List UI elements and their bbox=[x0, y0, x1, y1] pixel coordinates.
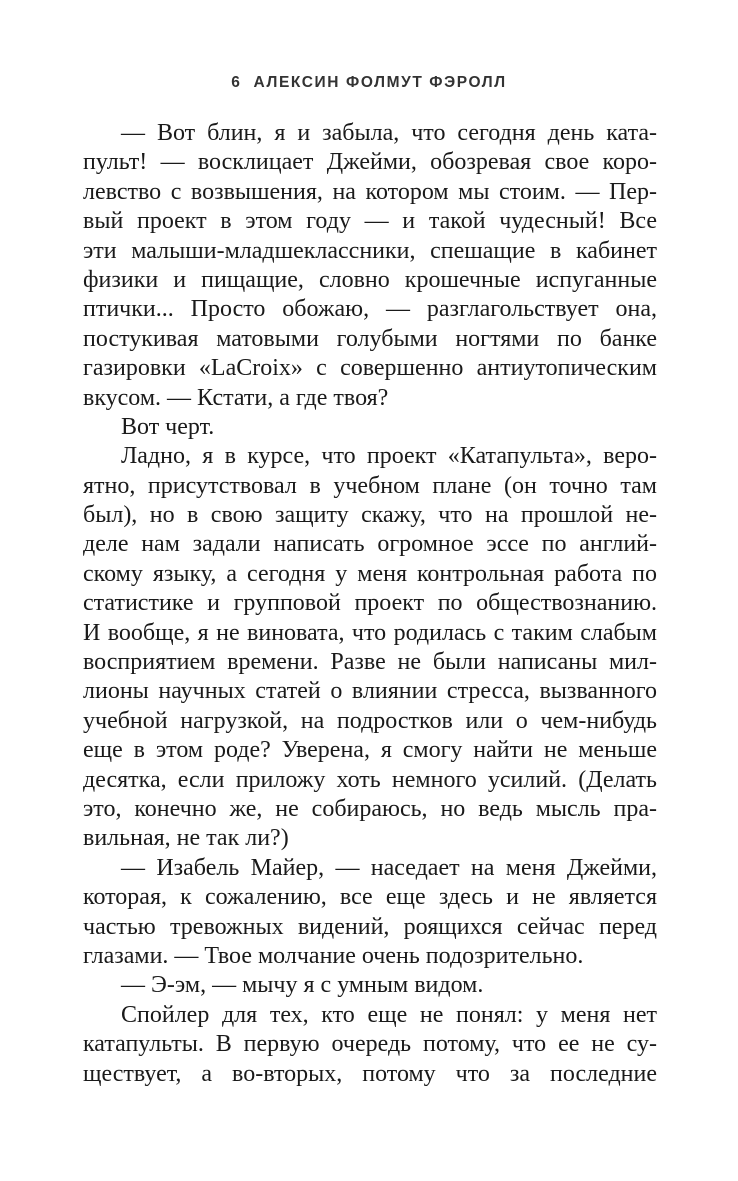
text-line: физики и пищащие, словно крошечные испуганные bbox=[83, 266, 657, 293]
page-number: 6 bbox=[231, 74, 242, 91]
text-line: был), но в свою защиту скажу, что на прошлой не- bbox=[83, 502, 657, 529]
text-line: статистике и групповой проект по обществознанию. bbox=[83, 590, 657, 617]
text-line: учебной нагрузкой, на подростков или о чем-нибудь bbox=[83, 707, 657, 734]
paragraph bbox=[83, 971, 657, 1000]
paragraph bbox=[83, 119, 657, 413]
text-line: катапульты. В первую очередь потому, что ее не су- bbox=[83, 1031, 657, 1058]
text-line: газировки «LaCroix» с совершенно антиутопическим bbox=[83, 355, 657, 382]
text-line: это, конечно же, не собираюсь, но ведь мысль пра- bbox=[83, 795, 657, 822]
running-head bbox=[0, 72, 738, 94]
text-line: вый проект в этом году — и такой чудесный! Все bbox=[83, 208, 657, 235]
text-line: — Изабель Майер, — наседает на меня Джейми, bbox=[121, 854, 657, 881]
text-line: — Э-эм, — мычу я с умным видом. bbox=[121, 972, 484, 999]
text-line: еще в этом роде? Уверена, я смогу найти не меньше bbox=[83, 737, 657, 764]
text-line: скому языку, а сегодня у меня контрольная работа по bbox=[83, 560, 657, 587]
paragraph bbox=[83, 854, 657, 972]
text-line: десятка, если приложу хоть немного усилий. (Делать bbox=[83, 766, 657, 793]
text-line: И вообще, я не виновата, что родилась с таким слабым bbox=[83, 619, 657, 646]
text-line: вильная, не так ли?) bbox=[83, 825, 289, 852]
text-line: эти малыши-младшеклассники, спешащие в кабинет bbox=[83, 237, 657, 264]
text-line: которая, к сожалению, все еще здесь и не является bbox=[83, 884, 657, 911]
text-line: ятно, присутствовал в учебном плане (он точно там bbox=[83, 472, 657, 499]
paragraph bbox=[83, 1001, 657, 1089]
text-line: ществует, а во-вторых, потому что за последние bbox=[83, 1060, 657, 1087]
text-line: Ладно, я в курсе, что проект «Катапульта», веро- bbox=[121, 443, 657, 470]
text-line: птички... Просто обожаю, — разглагольствует она, bbox=[83, 296, 657, 323]
paragraph bbox=[83, 442, 657, 853]
text-line: глазами. — Твое молчание очень подозрительно. bbox=[83, 942, 584, 969]
running-head-authors: АЛЕКСИН ФОЛМУТ ФЭРОЛЛ bbox=[253, 74, 507, 91]
text-line: левство с возвышения, на котором мы стоим. — Пер- bbox=[83, 178, 657, 205]
text-line: пульт! — восклицает Джейми, обозревая свое коро- bbox=[83, 149, 657, 176]
text-line: постукивая матовыми голубыми ногтями по банке bbox=[83, 325, 657, 352]
text-line: Вот черт. bbox=[121, 413, 215, 440]
text-line: — Вот блин, я и забыла, что сегодня день ката- bbox=[121, 120, 657, 146]
paragraph bbox=[83, 413, 657, 442]
text-line: восприятием времени. Разве не были написаны мил- bbox=[83, 649, 657, 676]
text-line: вкусом. — Кстати, а где твоя? bbox=[83, 384, 389, 411]
text-line: деле нам задали написать огромное эссе по англий- bbox=[83, 531, 657, 558]
text-line: частью тревожных видений, роящихся сейчас перед bbox=[83, 913, 657, 940]
text-line: лионы научных статей о влиянии стресса, вызванного bbox=[83, 678, 657, 705]
body-text bbox=[83, 119, 657, 1089]
text-line: Спойлер для тех, кто еще не понял: у меня нет bbox=[121, 1001, 657, 1028]
